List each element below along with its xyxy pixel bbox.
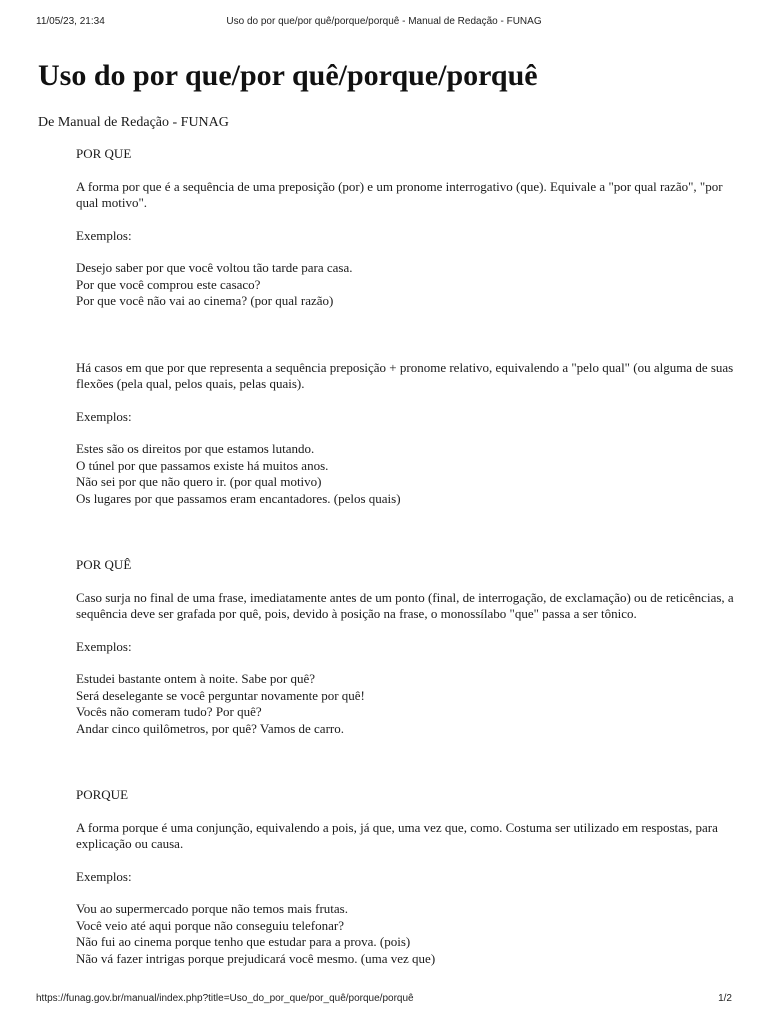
example-line: Vocês não comeram tudo? Por quê?	[76, 704, 262, 719]
examples-label: Exemplos:	[76, 408, 132, 424]
example-line: Vou ao supermercado porque não temos mais frutas.	[76, 901, 348, 916]
example-line: Será deselegante se você perguntar novamente por quê!	[76, 687, 365, 703]
paragraph: A forma por que é a sequência de uma preposição (por) e um pronome interrogativo (que). Equivale a "por qual razão", "por qual motivo".	[76, 178, 723, 210]
examples-list	[76, 441, 736, 507]
examples-label: Exemplos:	[76, 227, 132, 243]
paragraph: A forma porque é uma conjunção, equivalendo a pois, já que, uma vez que, como. Costuma ser utilizado em respostas, para explicação ou causa.	[76, 819, 718, 851]
print-url[interactable]: https://funag.gov.br/manual/index.php?title=Uso_do_por_que/por_quê/porque/porquê	[36, 993, 414, 1004]
paragraph: Há casos em que por que representa a sequência preposição + pronome relativo, equivalendo a "pelo qual" (ou alguma de suas flexões (pela qual, pelos quais, pelas quais).	[76, 359, 734, 391]
examples-list	[76, 671, 736, 737]
examples-label: Exemplos:	[76, 868, 132, 884]
section-heading-porque: PORQUE	[76, 787, 129, 802]
page-subtitle: De Manual de Redação - FUNAG	[38, 115, 229, 130]
example-line: Por que você comprou este casaco?	[76, 276, 261, 292]
example-line: Não fui ao cinema porque tenho que estudar para a prova. (pois)	[76, 934, 411, 949]
print-header	[36, 16, 732, 30]
example-line: O túnel por que passamos existe há muitos anos.	[76, 457, 329, 473]
example-line: Desejo saber por que você voltou tão tarde para casa.	[76, 260, 353, 275]
print-date: 11/05/23, 21:34	[36, 16, 105, 27]
example-line: Estudei bastante ontem à noite. Sabe por quê?	[76, 671, 315, 686]
section-heading-por-que: POR QUE	[76, 146, 132, 161]
example-line: Por que você não vai ao cinema? (por qual razão)	[76, 293, 334, 308]
examples-list	[76, 260, 736, 310]
print-page-number: 1/2	[718, 993, 732, 1004]
example-line: Andar cinco quilômetros, por quê? Vamos de carro.	[76, 720, 344, 736]
page-title: Uso do por que/por quê/porque/porquê	[38, 59, 538, 92]
examples-list	[76, 901, 736, 967]
print-page-title: Uso do por que/por quê/porque/porquê - Manual de Redação - FUNAG	[226, 16, 542, 27]
paragraph: Caso surja no final de uma frase, imediatamente antes de um ponto (final, de interrogação, de exclamação) ou de reticências, a sequência deve ser grafada por quê, pois, devido à posição na frase, o monossílabo "que" passa a ser tônico.	[76, 589, 734, 621]
section-heading-por-que-acento: POR QUÊ	[76, 557, 132, 572]
print-footer	[36, 993, 732, 1007]
article-body	[76, 146, 736, 967]
example-line: Não vá fazer intrigas porque prejudicará você mesmo. (uma vez que)	[76, 950, 436, 966]
example-line: Não sei por que não quero ir. (por qual motivo)	[76, 474, 322, 489]
example-line: Os lugares por que passamos eram encantadores. (pelos quais)	[76, 490, 401, 506]
example-line: Você veio até aqui porque não conseguiu telefonar?	[76, 917, 344, 933]
example-line: Estes são os direitos por que estamos lutando.	[76, 441, 315, 456]
examples-label: Exemplos:	[76, 638, 132, 654]
article	[38, 48, 734, 967]
